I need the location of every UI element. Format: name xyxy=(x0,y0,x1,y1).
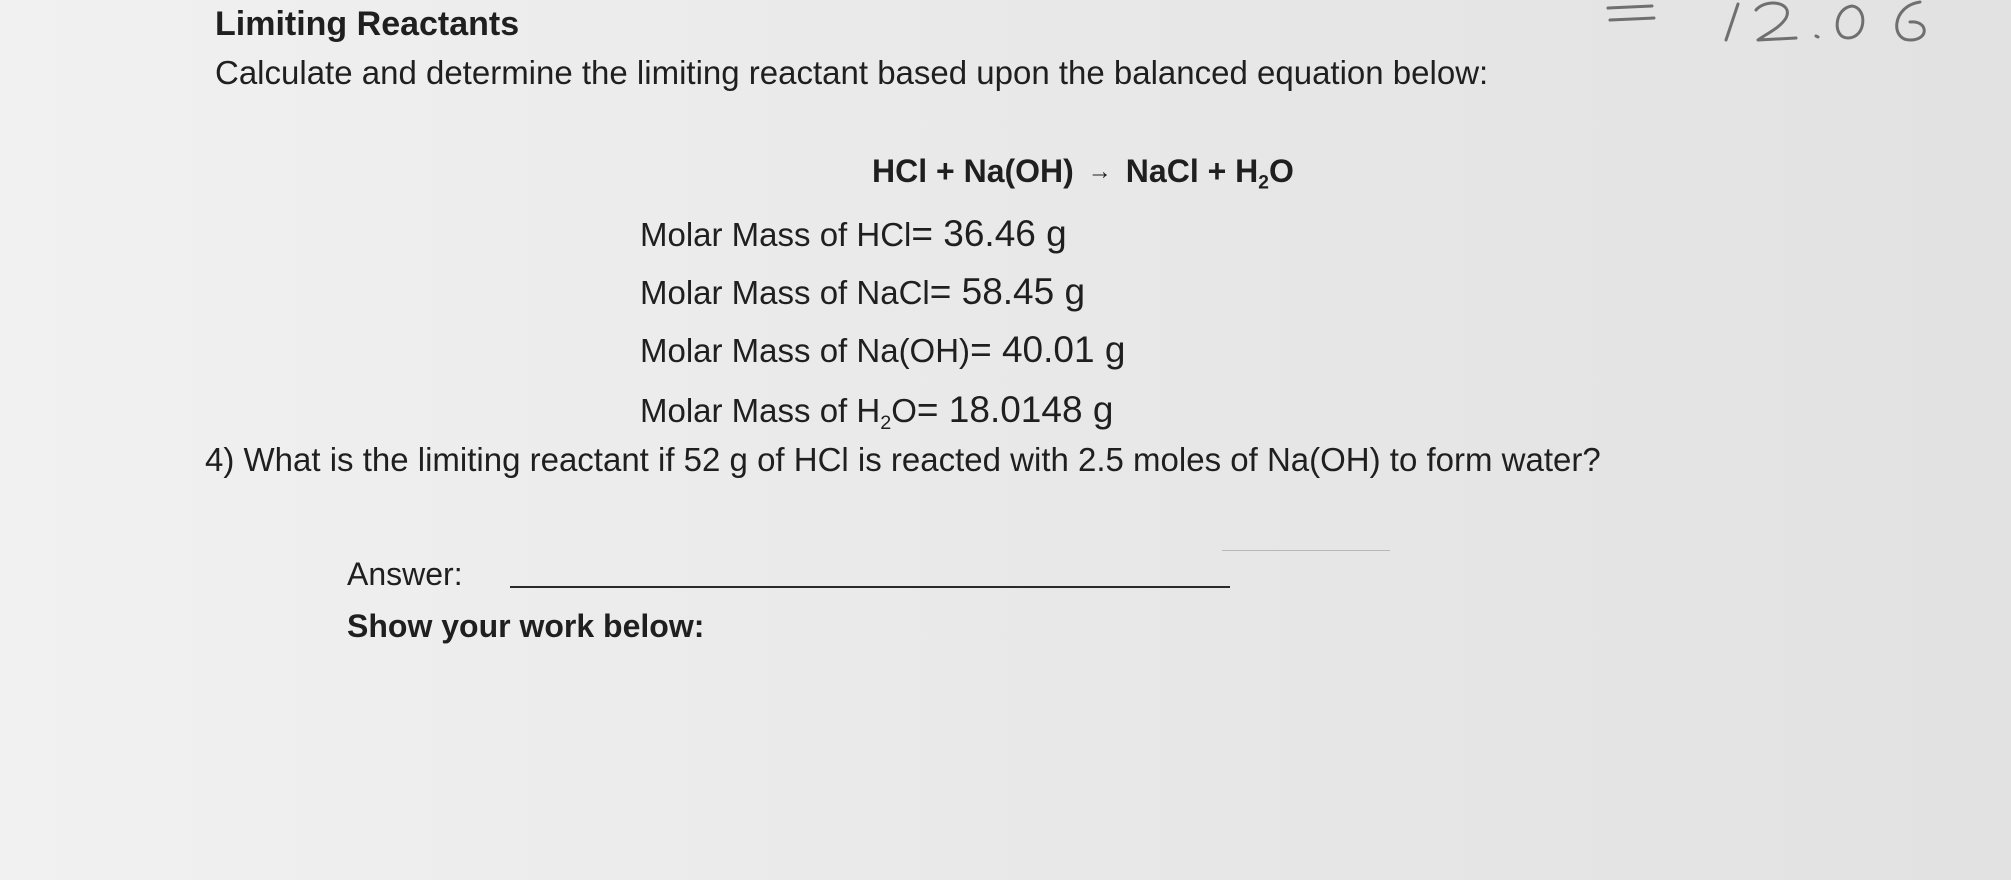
equation-reactant-naoh: Na(OH) xyxy=(963,153,1074,189)
answer-label: Answer: xyxy=(347,556,463,592)
molar-mass-value: = 18.0148 g xyxy=(916,389,1114,430)
handwritten-annotation xyxy=(1590,0,2011,50)
handwritten-zero-icon xyxy=(1837,6,1863,38)
handwritten-dot-icon xyxy=(1816,36,1818,37)
balanced-equation xyxy=(872,153,1294,194)
handwritten-two-icon xyxy=(1756,3,1796,40)
handwritten-six-icon xyxy=(1897,2,1925,40)
show-work-label: Show your work below: xyxy=(347,608,705,644)
molar-mass-label: Molar Mass of Na(OH) xyxy=(640,332,971,369)
handwritten-one-icon xyxy=(1726,4,1738,40)
molar-mass-nacl xyxy=(640,273,1085,310)
worksheet-title: Limiting Reactants xyxy=(215,5,520,43)
molar-mass-label: Molar Mass of NaCl xyxy=(640,274,930,311)
question-4: 4) What is the limiting reactant if 52 g of HCl is reacted with 2.5 moles of Na(OH) to form water? xyxy=(205,441,1601,478)
molar-mass-naoh xyxy=(640,331,1125,368)
molar-mass-label: Molar Mass of $H_2O$ xyxy=(640,392,917,434)
equation-reactant-hcl: HCl xyxy=(872,153,928,189)
molar-mass-label: Molar Mass of HCl xyxy=(640,216,912,253)
equation-plus: + xyxy=(936,153,955,189)
instruction-text: Calculate and determine the limiting reactant based upon the balanced equation below: xyxy=(215,54,1489,91)
faint-pencil-line xyxy=(1222,550,1390,551)
molar-mass-water xyxy=(640,389,1114,434)
handwritten-equals-icon xyxy=(1608,6,1654,20)
molar-mass-value: = 36.46 g xyxy=(911,213,1067,254)
answer-blank[interactable] xyxy=(510,586,1230,588)
equation-product-nacl: NaCl xyxy=(1125,153,1199,189)
reaction-arrow-icon: → xyxy=(1087,158,1112,185)
equation-product-water: $H_2O$ xyxy=(1235,153,1294,194)
molar-mass-hcl xyxy=(640,215,1067,252)
molar-mass-value: = 58.45 g xyxy=(929,271,1086,312)
equation-plus: + xyxy=(1207,153,1227,189)
molar-mass-value: = 40.01 g xyxy=(970,329,1126,370)
